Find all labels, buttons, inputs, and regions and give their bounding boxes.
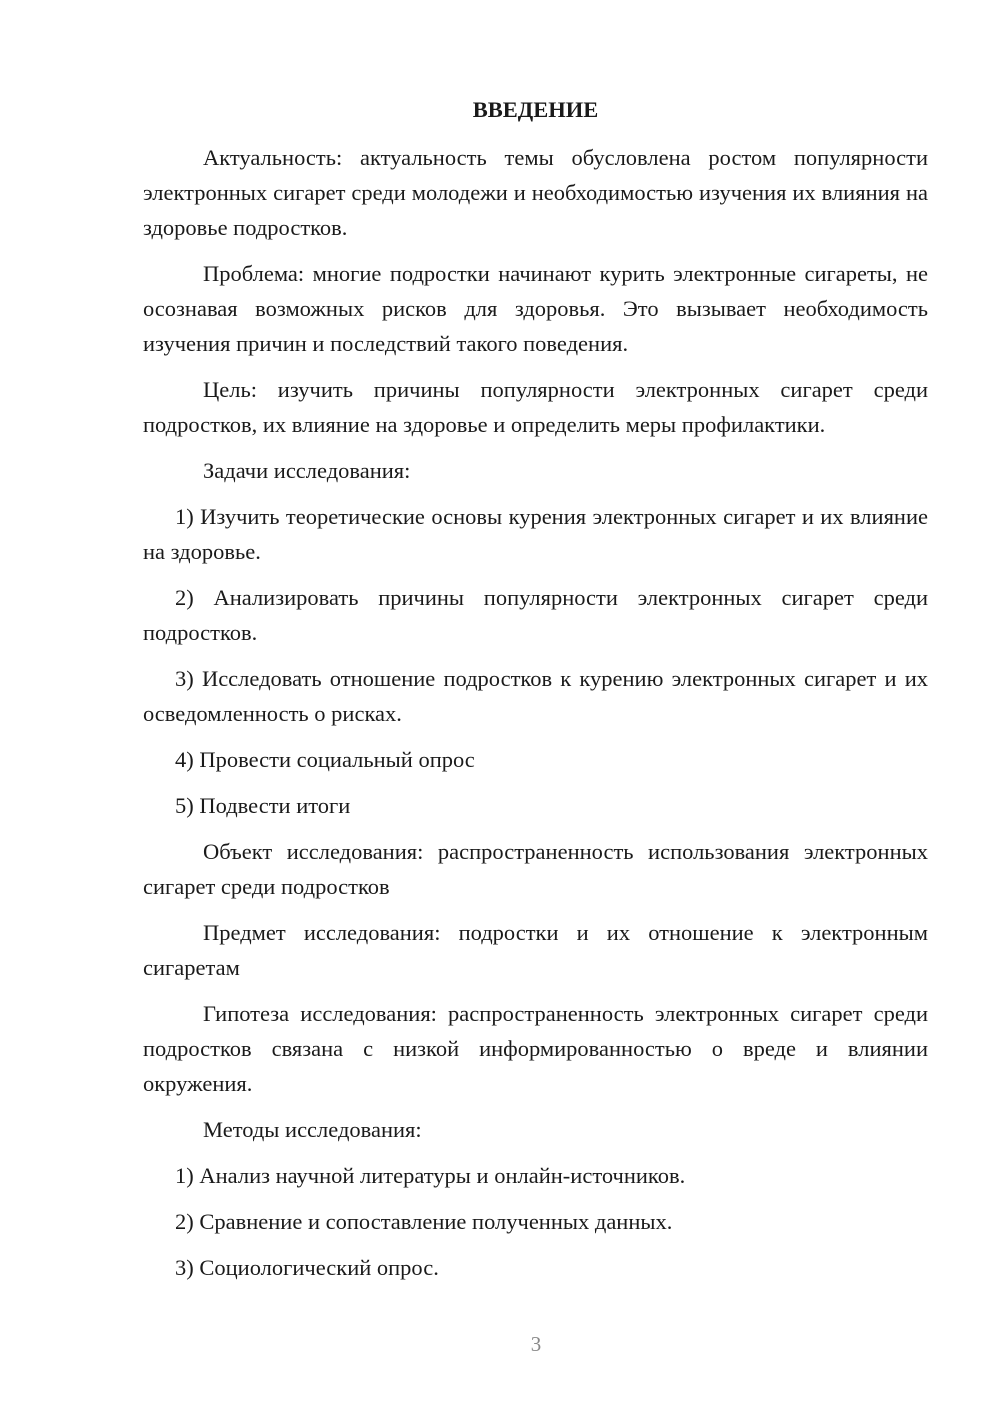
task-item-1: 1) Изучить теоретические основы курения электронных сигарет и их влияние на здоровье. <box>143 504 928 564</box>
method-item-2: 2) Сравнение и сопоставление полученных данных. <box>175 1209 673 1234</box>
problem-paragraph: Проблема: многие подростки начинают курить электронные сигареты, не осознавая возможных рисков для здоровья. Это вызывает необходимость изучения причин и последствий такого поведения. <box>143 261 928 356</box>
method-item-3: 3) Социологический опрос. <box>175 1255 439 1280</box>
document-page <box>143 90 928 1296</box>
method-item-1: 1) Анализ научной литературы и онлайн-источников. <box>175 1163 686 1188</box>
object-paragraph: Объект исследования: распространенность использования электронных сигарет среди подростков <box>143 839 928 899</box>
task-item-5: 5) Подвести итоги <box>175 793 351 818</box>
task-item-2: 2) Анализировать причины популярности электронных сигарет среди подростков. <box>143 585 928 645</box>
page-number: 3 <box>530 1332 542 1356</box>
tasks-heading: Задачи исследования: <box>203 458 411 483</box>
goal-paragraph: Цель: изучить причины популярности электронных сигарет среди подростков, их влияние на здоровье и определить меры профилактики. <box>143 377 928 437</box>
methods-heading: Методы исследования: <box>203 1117 422 1142</box>
task-item-3: 3) Исследовать отношение подростков к курению электронных сигарет и их осведомленность о рисках. <box>143 666 928 726</box>
relevance-paragraph: Актуальность: актуальность темы обусловлена ростом популярности электронных сигарет среди молодежи и необходимостью изучения их влияния на здоровье подростков. <box>143 145 928 240</box>
section-heading: ВВЕДЕНИЕ <box>472 97 599 122</box>
hypothesis-paragraph: Гипотеза исследования: распространенность электронных сигарет среди подростков связана с низкой информированностью о вреде и влиянии окружения. <box>143 1001 928 1096</box>
task-item-4: 4) Провести социальный опрос <box>175 747 475 772</box>
subject-paragraph: Предмет исследования: подростки и их отношение к электронным сигаретам <box>143 920 928 980</box>
